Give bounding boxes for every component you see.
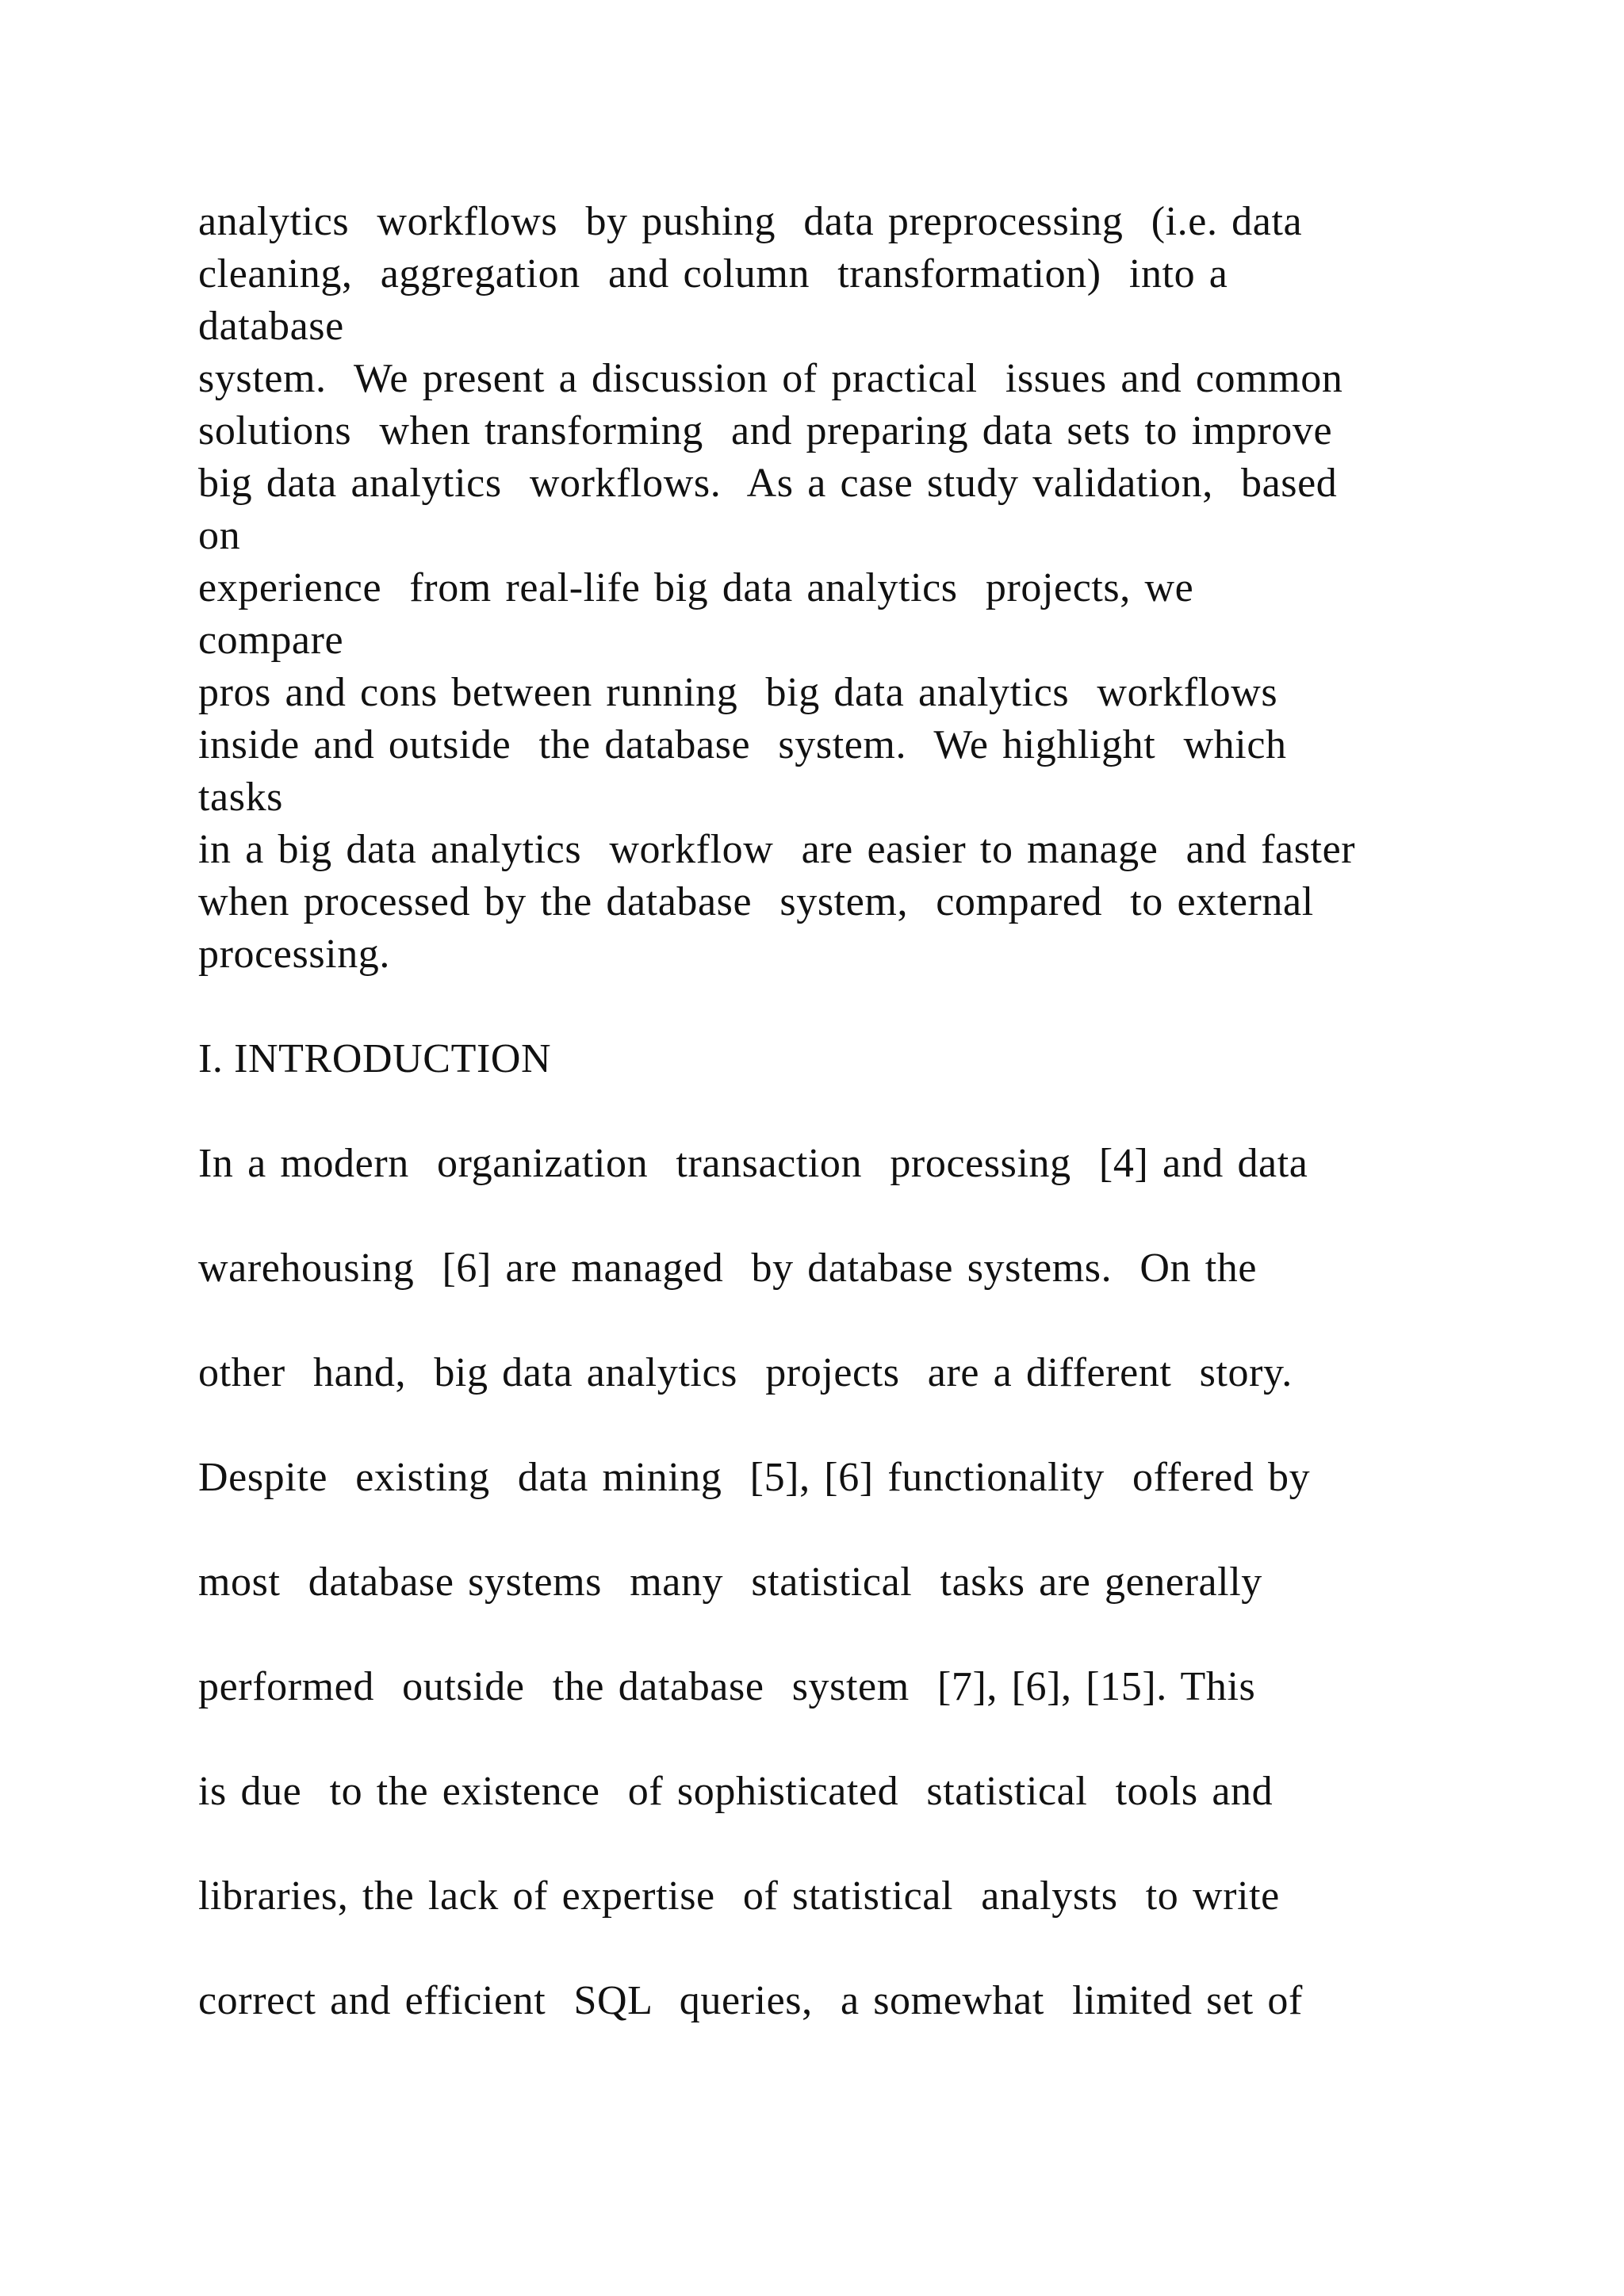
abstract-line: inside and outside the database system. We highlight which	[198, 722, 1287, 767]
abstract-line: solutions when transforming and preparing data sets to improve	[198, 408, 1333, 453]
abstract-line: when processed by the database system, compared to external	[198, 879, 1314, 924]
abstract-line: database	[198, 304, 344, 349]
abstract-line: experience from real-life big data analytics projects, we	[198, 565, 1194, 610]
section-heading: I. INTRODUCTION	[198, 1036, 552, 1081]
abstract-line: pros and cons between running big data analytics workflows	[198, 670, 1278, 715]
abstract-line: processing.	[198, 932, 390, 977]
abstract-line: compare	[198, 618, 344, 663]
intro-line: libraries, the lack of expertise of statistical analysts to write	[198, 1873, 1280, 1919]
intro-line: Despite existing data mining [5], [6] functionality offered by	[198, 1455, 1311, 1500]
intro-line: correct and efficient SQL queries, a somewhat limited set of	[198, 1978, 1303, 2023]
abstract-line: tasks	[198, 775, 283, 820]
abstract-line: on	[198, 513, 241, 558]
intro-line: performed outside the database system [7], [6], [15]. This	[198, 1664, 1256, 1709]
intro-line: In a modern organization transaction processing [4] and data	[198, 1141, 1308, 1186]
abstract-line: analytics workflows by pushing data preprocessing (i.e. data	[198, 199, 1303, 244]
abstract-line: big data analytics workflows. As a case study validation, based	[198, 461, 1338, 506]
intro-line: other hand, big data analytics projects are a different story.	[198, 1350, 1293, 1395]
intro-line: is due to the existence of sophisticated statistical tools and	[198, 1769, 1274, 1814]
abstract-line: system. We present a discussion of practical issues and common	[198, 356, 1343, 401]
intro-line: most database systems many statistical tasks are generally	[198, 1559, 1262, 1605]
abstract-line: cleaning, aggregation and column transformation) into a	[198, 251, 1228, 297]
abstract-line: in a big data analytics workflow are easier to manage and faster	[198, 827, 1356, 872]
intro-line: warehousing [6] are managed by database systems. On the	[198, 1246, 1258, 1291]
